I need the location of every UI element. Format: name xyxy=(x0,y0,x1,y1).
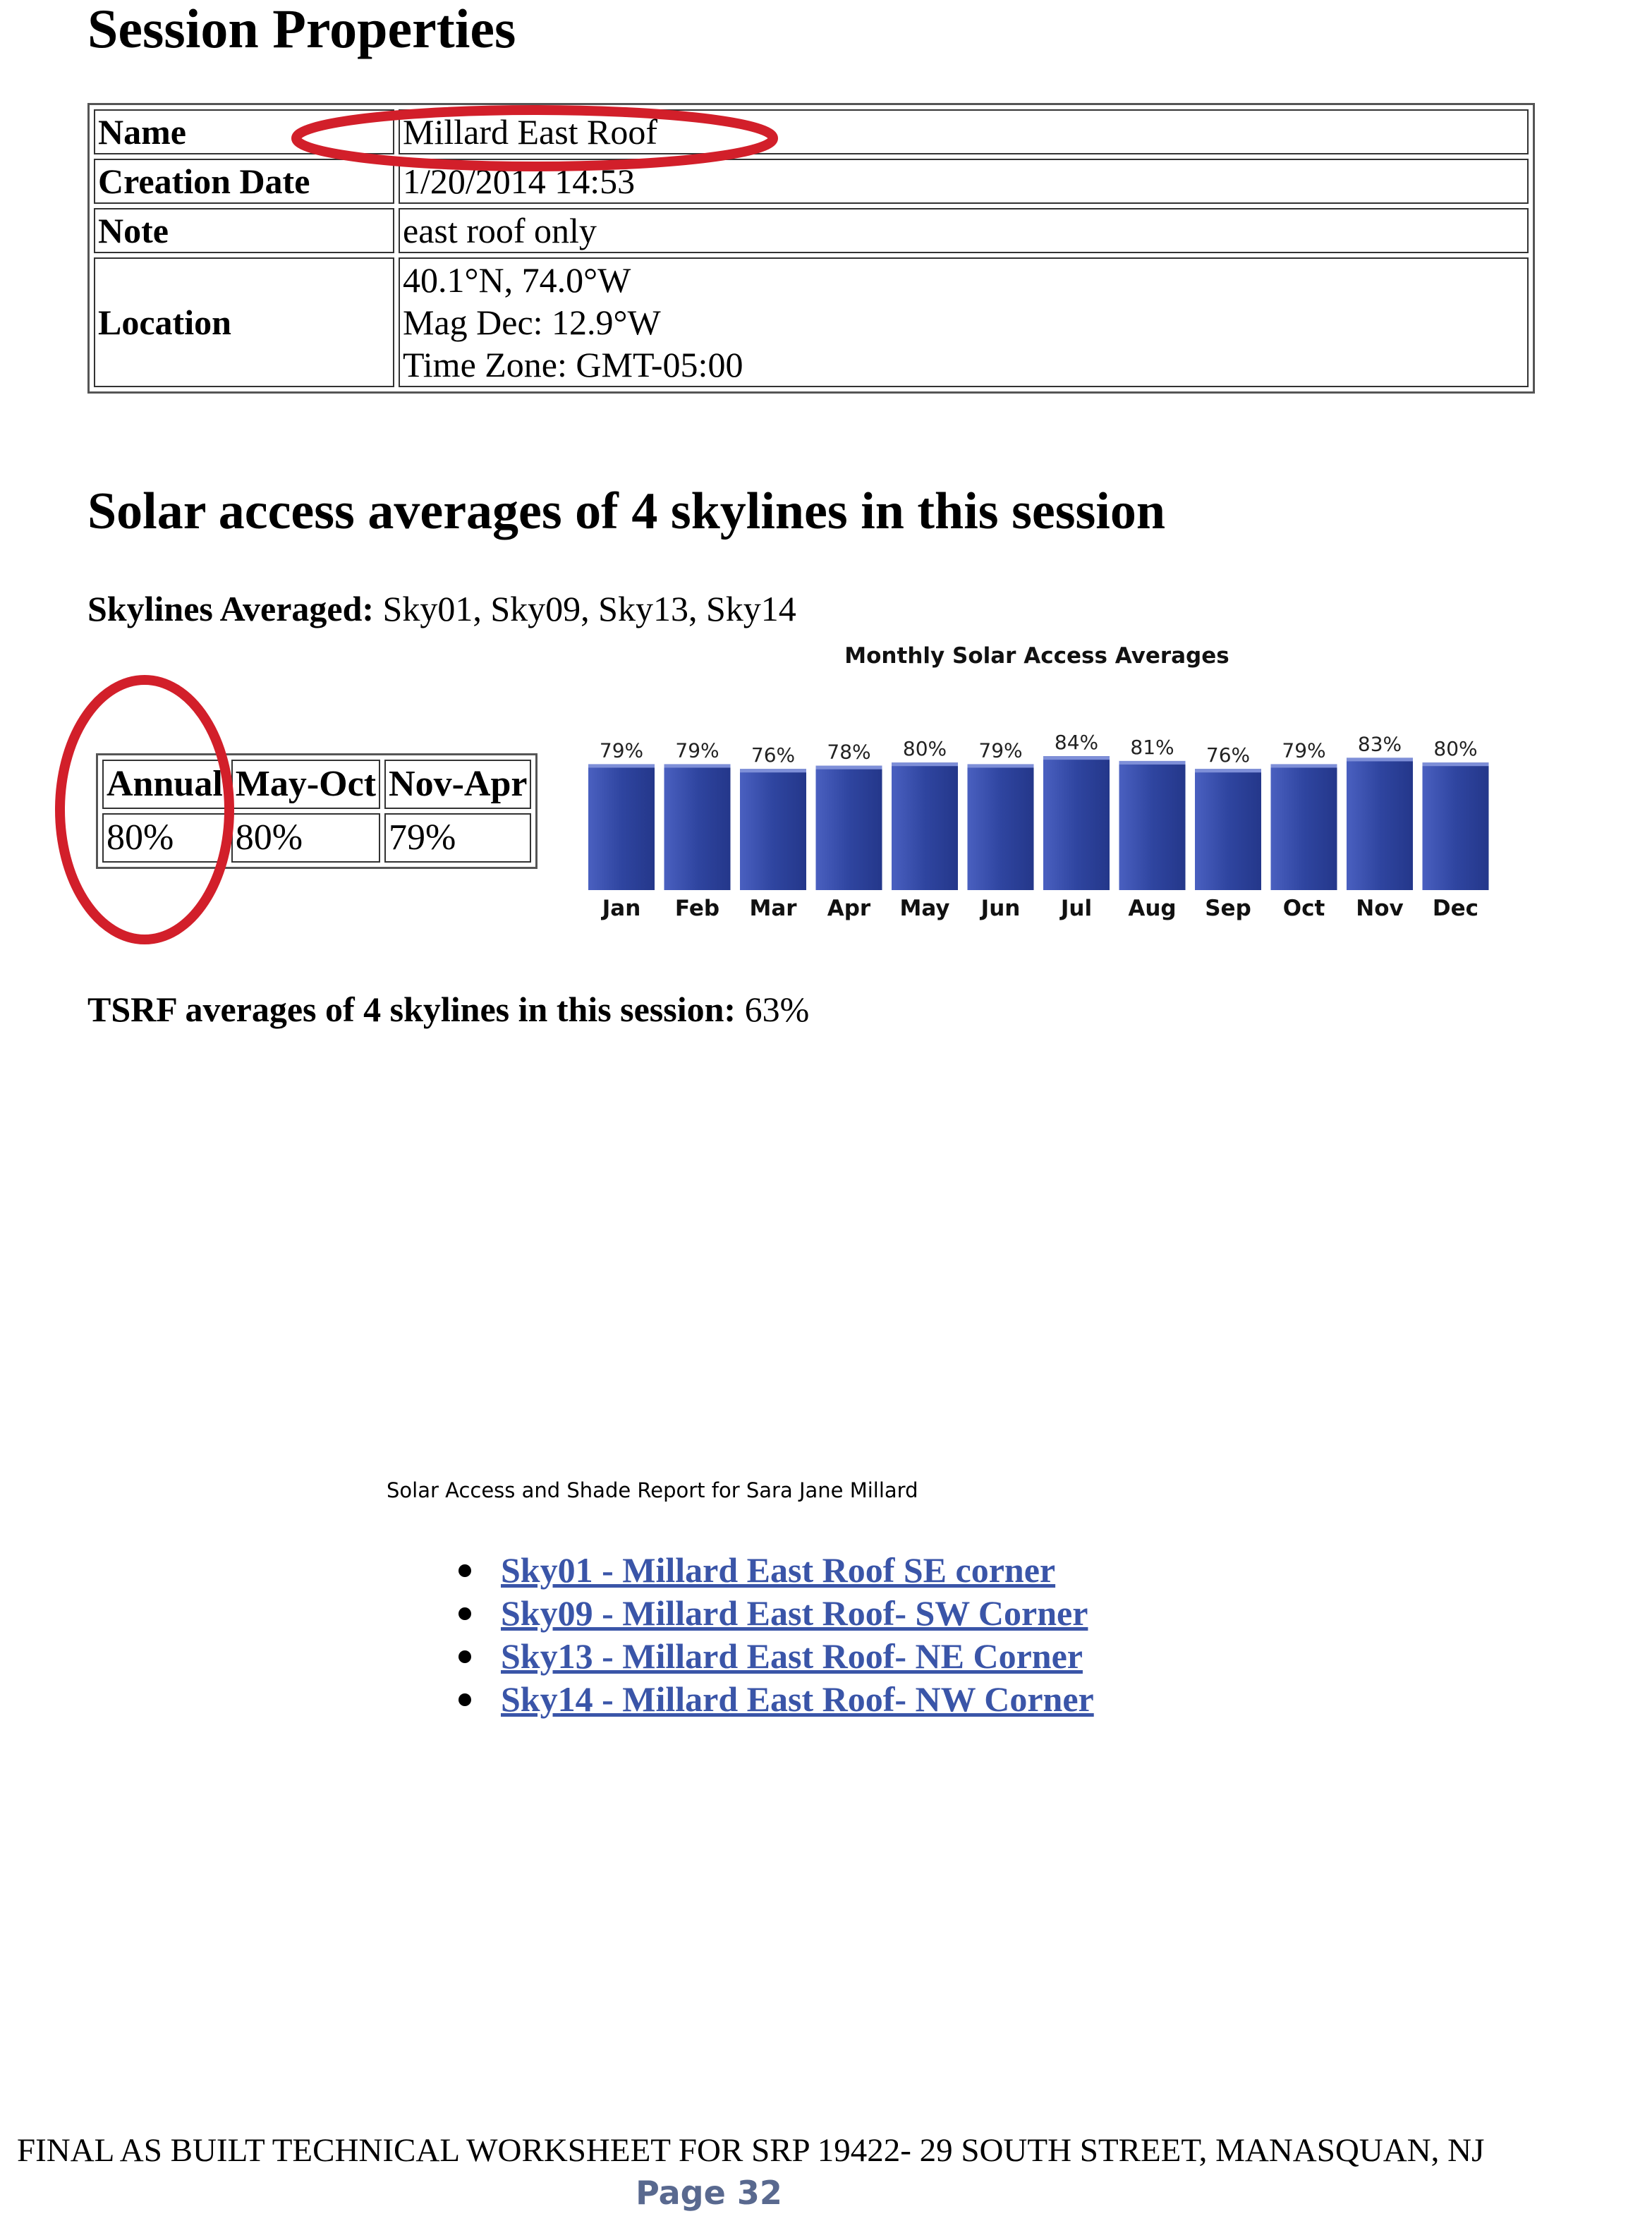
bar-top-jan xyxy=(588,764,655,767)
x-tick-label: Mar xyxy=(749,896,797,921)
annual-highlight-ellipse xyxy=(49,669,247,951)
bar-jul xyxy=(1043,756,1110,890)
note-label: Note xyxy=(94,208,394,253)
tsrf-label: TSRF averages of 4 skylines in this session: xyxy=(87,990,736,1029)
location-label: Location xyxy=(94,257,394,387)
annual-value: 80% xyxy=(102,813,227,863)
creation-date-value: 1/20/2014 14:53 xyxy=(399,159,1529,204)
bar-top-apr xyxy=(816,766,882,769)
x-tick-label: Nov xyxy=(1356,896,1404,921)
location-time-zone: Time Zone: GMT-05:00 xyxy=(403,345,743,384)
sky14-link[interactable]: Sky14 - Millard East Roof- NW Corner xyxy=(501,1679,1094,1719)
creation-date-label: Creation Date xyxy=(94,159,394,204)
bar-value-label: 76% xyxy=(1205,743,1251,767)
bar-oct xyxy=(1271,764,1337,890)
bar-top-may xyxy=(892,762,958,766)
skyline-link-list xyxy=(451,1549,1094,1721)
sky09-link[interactable]: Sky09 - Millard East Roof- SW Corner xyxy=(501,1593,1088,1633)
tsrf-averages xyxy=(87,989,809,1030)
sky01-link[interactable]: Sky01 - Millard East Roof SE corner xyxy=(501,1550,1056,1590)
bar-top-jul xyxy=(1043,756,1110,760)
bar-top-mar xyxy=(740,769,806,772)
sky13-link[interactable]: Sky13 - Millard East Roof- NE Corner xyxy=(501,1636,1083,1676)
list-item xyxy=(451,1592,1094,1635)
x-tick-label: Sep xyxy=(1205,896,1251,921)
name-label: Name xyxy=(94,109,394,154)
footer-text: FINAL AS BUILT TECHNICAL WORKSHEET FOR SRP 19422- 29 SOUTH STREET, MANASQUAN, NJ xyxy=(17,2132,1485,2169)
bar-apr xyxy=(816,766,882,890)
bar-aug xyxy=(1119,761,1186,890)
x-tick-label: Jun xyxy=(980,896,1021,921)
bar-dec xyxy=(1423,762,1489,890)
bar-sep xyxy=(1195,769,1261,890)
note-value: east roof only xyxy=(399,208,1529,253)
bar-feb xyxy=(664,764,731,890)
chart-title: Monthly Solar Access Averages xyxy=(844,643,1229,669)
bar-jan xyxy=(588,764,655,890)
monthly-solar-chart xyxy=(578,698,1502,931)
may-oct-value: 80% xyxy=(231,813,380,863)
bar-value-label: 80% xyxy=(902,737,947,761)
bar-value-label: 84% xyxy=(1054,731,1099,755)
skylines-averaged-value: Sky01, Sky09, Sky13, Sky14 xyxy=(382,589,796,628)
location-coords: 40.1°N, 74.0°W xyxy=(403,260,631,300)
bar-may xyxy=(892,762,958,890)
page-number: Page 32 xyxy=(636,2174,782,2212)
may-oct-header: May-Oct xyxy=(231,760,380,809)
x-tick-label: Jul xyxy=(1060,896,1093,921)
x-tick-label: Jan xyxy=(602,896,641,921)
bar-nov xyxy=(1347,757,1413,890)
bar-value-label: 79% xyxy=(978,738,1023,762)
bar-top-oct xyxy=(1271,764,1337,767)
bar-mar xyxy=(740,769,806,890)
bar-value-label: 78% xyxy=(827,740,871,764)
bar-jun xyxy=(968,764,1034,890)
skylines-averaged xyxy=(87,588,796,629)
tsrf-value: 63% xyxy=(744,990,810,1029)
x-tick-label: Oct xyxy=(1282,896,1325,921)
session-row-location xyxy=(94,257,1529,387)
bar-top-feb xyxy=(664,764,731,767)
session-heading: Session Properties xyxy=(87,0,516,59)
bar-value-label: 80% xyxy=(1433,737,1478,761)
nov-apr-header: Nov-Apr xyxy=(384,760,531,809)
bar-value-label: 79% xyxy=(675,738,719,762)
bar-top-nov xyxy=(1347,757,1413,761)
location-mag-dec: Mag Dec: 12.9°W xyxy=(403,303,661,342)
list-item xyxy=(451,1635,1094,1678)
annual-header: Annual xyxy=(102,760,227,809)
bar-value-label: 79% xyxy=(1282,738,1326,762)
x-tick-label: May xyxy=(899,896,950,921)
nov-apr-value: 79% xyxy=(384,813,531,863)
solar-heading: Solar access averages of 4 skylines in this session xyxy=(87,482,1166,540)
x-tick-label: Dec xyxy=(1432,896,1479,921)
x-tick-label: Apr xyxy=(827,896,871,921)
x-tick-label: Aug xyxy=(1128,896,1177,921)
bar-top-jun xyxy=(968,764,1034,767)
bar-top-aug xyxy=(1119,761,1186,765)
skylines-averaged-label: Skylines Averaged: xyxy=(87,589,375,628)
list-item xyxy=(451,1678,1094,1721)
session-row-note xyxy=(94,208,1529,253)
bar-top-sep xyxy=(1195,769,1261,772)
x-tick-label: Feb xyxy=(674,896,720,921)
bar-value-label: 79% xyxy=(599,738,644,762)
bar-top-dec xyxy=(1423,762,1489,766)
bar-value-label: 81% xyxy=(1130,735,1174,759)
location-value xyxy=(399,257,1529,387)
bar-value-label: 76% xyxy=(751,743,796,767)
name-value: Millard East Roof xyxy=(399,109,1529,154)
bar-value-label: 83% xyxy=(1357,732,1402,756)
name-highlight-ellipse xyxy=(289,103,783,174)
list-item xyxy=(451,1549,1094,1592)
report-line: Solar Access and Shade Report for Sara Jane Millard xyxy=(387,1478,918,1502)
